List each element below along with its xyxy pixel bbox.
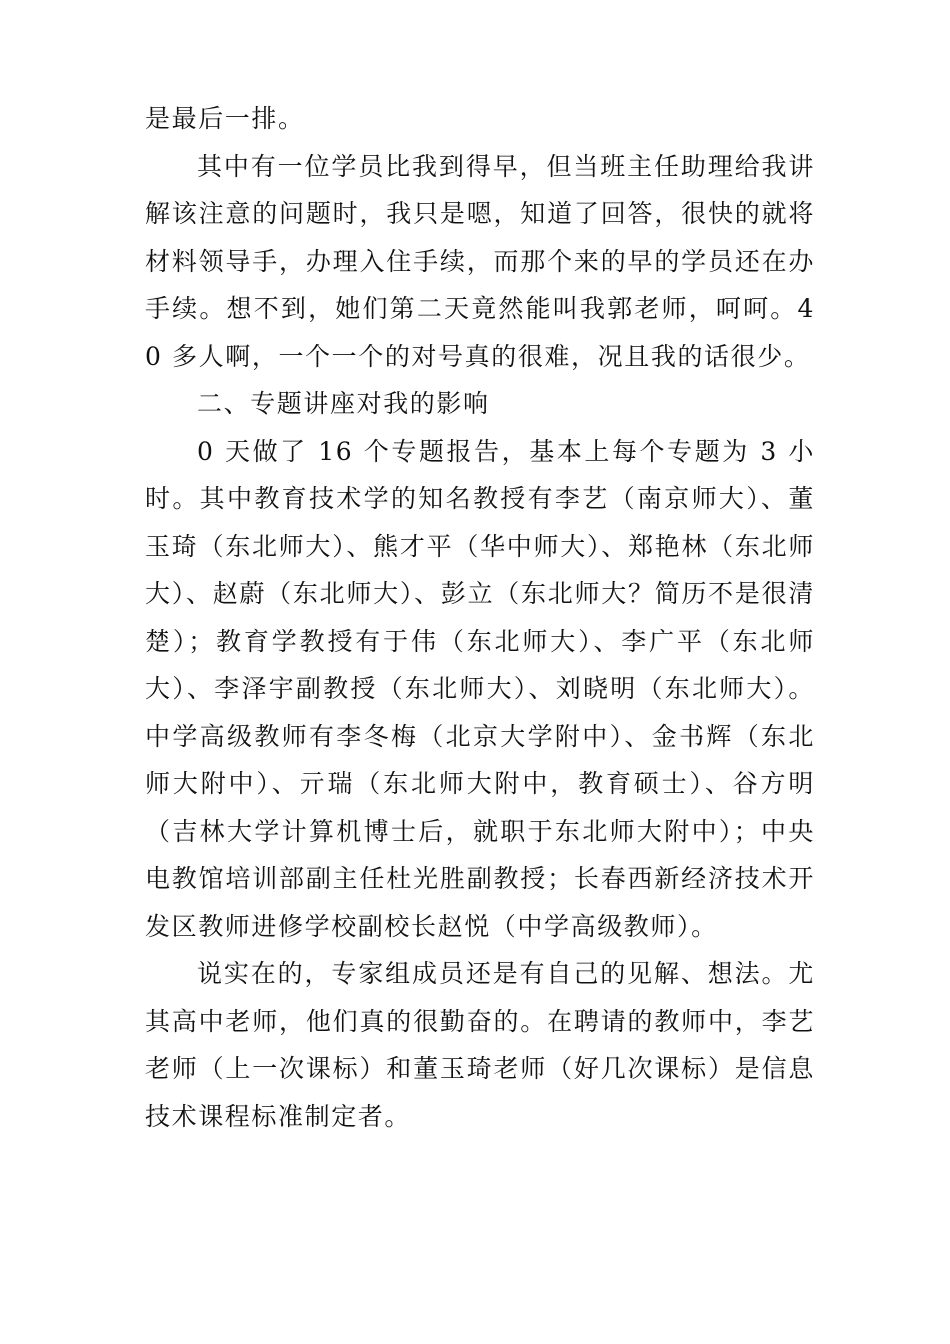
- paragraph-opinion: 说实在的，专家组成员还是有自己的见解、想法。尤其高中老师，他们真的很勤奋的。在聘请的教师中，李艺老师（上一次课标）和董玉琦老师（好几次课标）是信息技术课程标准制定者。: [145, 959, 815, 1131]
- paragraph-continuation: 是最后一排。: [145, 104, 305, 133]
- document-body: [145, 95, 815, 1140]
- paragraph-experts: 0 天做了 16 个专题报告，基本上每个专题为 3 小时。其中教育技术学的知名教授有李艺（南京师大）、董玉琦（东北师大）、熊才平（华中师大）、郑艳林（东北师大）、赵蔚（东北师大）、彭立（东北师大？简历不是很清楚）；教育学教授有于伟（东北师大）、李广平（东北师大）、李泽宇副教授（东北师大）、刘晓明（东北师大）。中学高级教师有李冬梅（北京大学附中）、金书辉（东北师大附中）、亓瑞（东北师大附中，教育硕士）、谷方明（吉林大学计算机博士后，就职于东北师大附中）；中央电教馆培训部副主任杜光胜副教授；长春西新经济技术开发区教师进修学校副校长赵悦（中学高级教师）。: [145, 436, 815, 941]
- paragraph-arrival: 其中有一位学员比我到得早，但当班主任助理给我讲解该注意的问题时，我只是嗯，知道了回答，很快的就将材料领导手，办理入住手续，而那个来的早的学员还在办手续。想不到，她们第二天竟然能叫我郭老师，呵呵。40 多人啊，一个一个的对号真的很难，况且我的话很少。: [145, 151, 815, 371]
- section-heading-lectures: 二、专题讲座对我的影响: [197, 389, 490, 418]
